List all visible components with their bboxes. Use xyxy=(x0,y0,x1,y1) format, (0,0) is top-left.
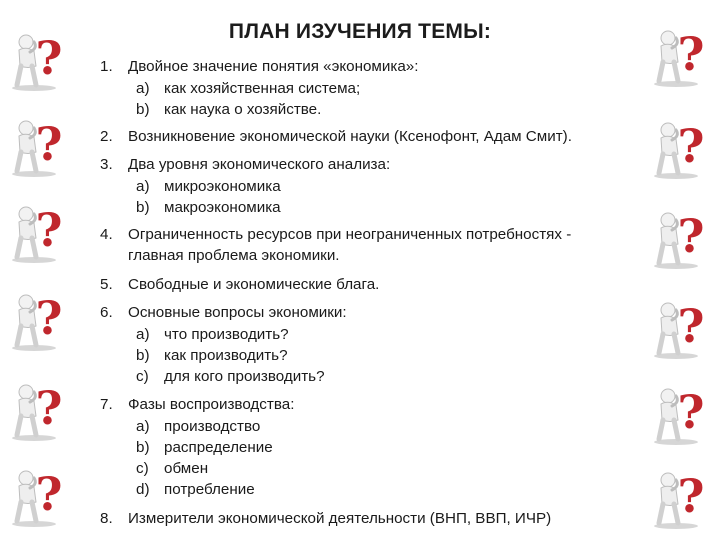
item-text: Возникновение экономической науки (Ксенофонт, Адам Смит). xyxy=(128,128,572,145)
item-number: 8. xyxy=(100,510,113,527)
sub-item-letter: a) xyxy=(136,326,150,343)
sub-item-text: как наука о хозяйстве. xyxy=(164,101,322,118)
sub-item-text: для кого производить? xyxy=(164,368,325,385)
item-text: Измерители экономической деятельности (ВНП, ВВП, ИЧР) xyxy=(128,510,552,527)
sub-item-text: как производить? xyxy=(164,347,288,364)
sub-item-letter: b) xyxy=(136,101,150,118)
thinking-man-question-icon xyxy=(650,110,712,180)
item-text: Два уровня экономического анализа: xyxy=(128,156,391,173)
item-number: 6. xyxy=(100,304,113,321)
sub-item-text: производство xyxy=(164,418,261,435)
svg-text:?: ? xyxy=(677,299,705,353)
item-number: 2. xyxy=(100,128,113,145)
item-number: 4. xyxy=(100,226,113,243)
sub-item-text: микроэкономика xyxy=(164,178,281,195)
thinking-man-question-icon xyxy=(650,460,712,530)
svg-text:?: ? xyxy=(677,469,705,523)
right-icon-column xyxy=(646,0,716,540)
svg-text:?: ? xyxy=(677,209,705,263)
sub-item-letter: b) xyxy=(136,439,150,456)
sub-item-letter: b) xyxy=(136,199,150,216)
item-text: Ограниченность ресурсов при неограниченных потребностях - xyxy=(128,226,572,243)
sub-item-letter: d) xyxy=(136,481,150,498)
thinking-man-question-icon xyxy=(650,200,712,270)
item-text: главная проблема экономики. xyxy=(128,247,340,264)
svg-text:?: ? xyxy=(35,467,63,521)
sub-item-letter: a) xyxy=(136,80,150,97)
thinking-man-question-icon xyxy=(8,458,70,528)
thinking-man-question-icon xyxy=(650,376,712,446)
svg-text:?: ? xyxy=(35,203,63,257)
item-text: Основные вопросы экономики: xyxy=(128,304,347,321)
sub-item-letter: c) xyxy=(136,368,149,385)
sub-item-letter: a) xyxy=(136,418,150,435)
sub-item-letter: a) xyxy=(136,178,150,195)
sub-item-text: как хозяйственная система; xyxy=(164,80,361,97)
item-number: 3. xyxy=(100,156,113,173)
sub-item-text: что производить? xyxy=(164,326,289,343)
sub-item-letter: c) xyxy=(136,460,149,477)
svg-text:?: ? xyxy=(677,385,705,439)
svg-text:?: ? xyxy=(35,291,63,345)
sub-item-letter: b) xyxy=(136,347,150,364)
left-icon-column xyxy=(4,0,74,540)
item-text: Двойное значение понятия «экономика»: xyxy=(128,58,419,75)
page-title: ПЛАН ИЗУЧЕНИЯ ТЕМЫ: xyxy=(228,20,492,43)
thinking-man-question-icon xyxy=(8,194,70,264)
sub-item-text: распределение xyxy=(164,439,273,456)
thinking-man-question-icon xyxy=(650,290,712,360)
sub-item-text: обмен xyxy=(164,460,209,477)
svg-text:?: ? xyxy=(35,117,63,171)
item-number: 5. xyxy=(100,276,113,293)
svg-text:?: ? xyxy=(677,27,705,81)
thinking-man-question-icon xyxy=(8,108,70,178)
sub-item-text: потребление xyxy=(164,481,255,498)
item-number: 7. xyxy=(100,396,113,413)
item-text: Свободные и экономические блага. xyxy=(128,276,380,293)
svg-text:?: ? xyxy=(35,381,63,435)
item-text: Фазы воспроизводства: xyxy=(128,396,295,413)
thinking-man-question-icon xyxy=(8,372,70,442)
sub-item-text: макроэкономика xyxy=(164,199,281,216)
item-number: 1. xyxy=(100,58,113,75)
svg-text:?: ? xyxy=(677,119,705,173)
svg-text:?: ? xyxy=(35,31,63,85)
thinking-man-question-icon xyxy=(8,282,70,352)
